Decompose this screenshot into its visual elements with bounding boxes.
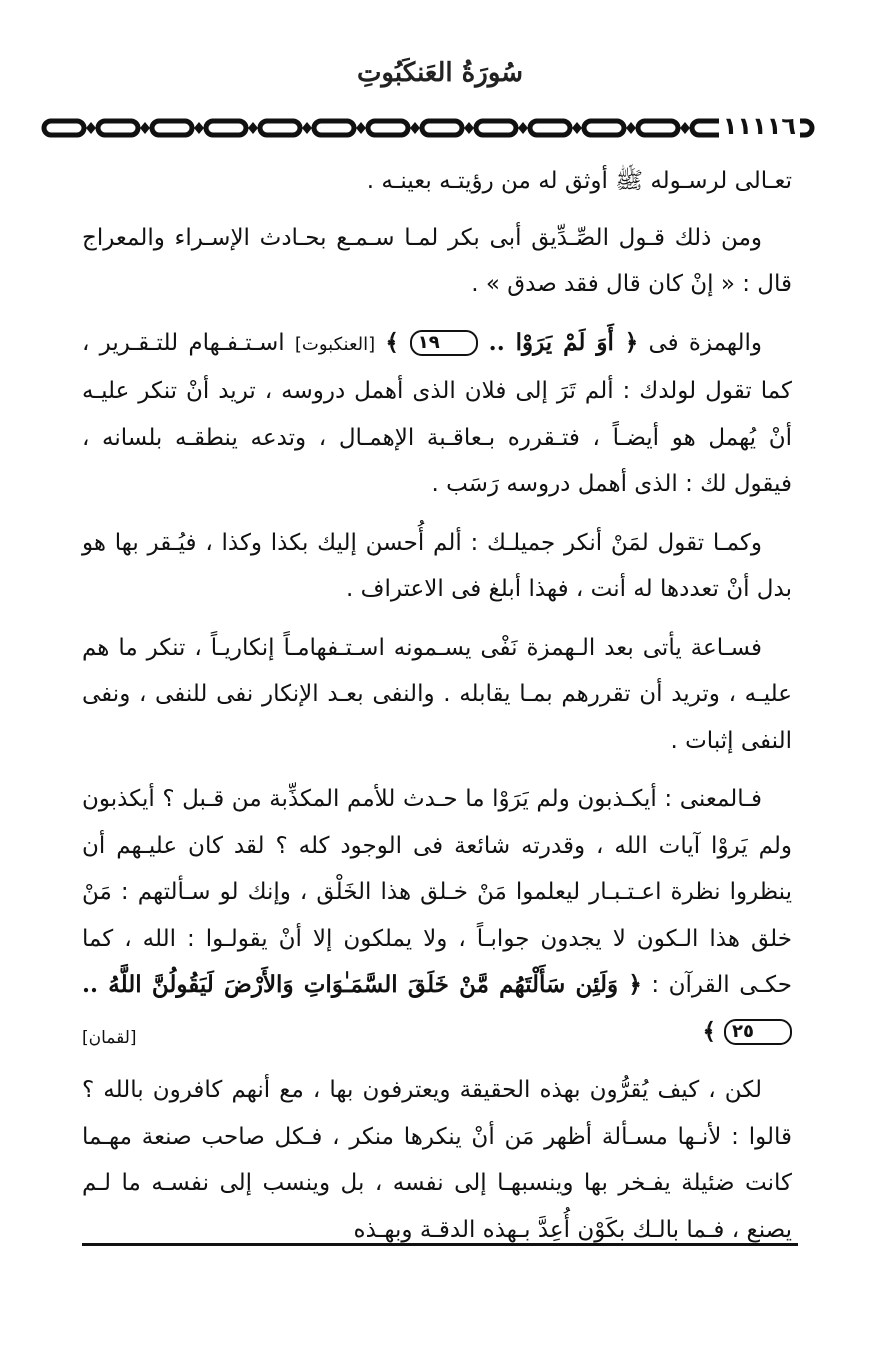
paragraph-3-lead: والهمزة فى [648, 329, 763, 356]
paragraph-5: فسـاعة يأتى بعد الـهمزة نَفْى يسـمونه اسـتـفهامـاً إنكاريـاً ، تنكر ما هم عليـه ، وتريد أن تقررهم بمـا يقابله . والنفى بعـد الإنكار نفى للنفى ، ونفى النفى إثبات . [82, 634, 792, 754]
paragraph-7: لكن ، كيف يُقرُّون بهذه الحقيقة ويعترفون بها ، مع أنهم كافرون بالله ؟ قالوا : لأنـها مسـألة أظهر مَن أنْ ينكرها منكر ، فـكل صاحب صنعة مهـما كانت ضئيلة يفـخر بها وينسبهـا إلى نفسه ، بل وينسب إلى نفسـه ما لـم يصنع ، فـما بالـك بكَوْن أُعِدَّ بـهذه الدقـة وبهـذه [82, 1077, 792, 1243]
quran-quote-ankabut: ﴿ أَوَ لَمْ يَرَوْا .. [477, 328, 639, 356]
paragraph-3 [82, 320, 792, 508]
ayah-number-25: ٢٥ [724, 1019, 792, 1045]
quran-quote-close: ﴾ [385, 328, 410, 356]
chain-border-ornament [40, 113, 815, 143]
ayah-number-19: ١٩ [410, 330, 478, 356]
quran-quote-close-2: ﴾ [702, 1017, 725, 1045]
decorative-border [40, 113, 815, 143]
page-body [82, 158, 792, 1265]
footer-rule [82, 1243, 798, 1246]
quran-quote-luqman: ﴿ وَلَئِن سَأَلْتَهُم مَّنْ خَلَقَ السَّمَـٰوَاتِ وَالأَرْضَ لَيَقُولُنَّ اللَّهُ .. [82, 971, 642, 998]
paragraph-4: وكمـا تقول لمَنْ أنكر جميلـك : ألم أُحسن إليك بكذا وكذا ، فيُـقر بها هو بدل أنْ تعددها له أنت ، فهذا أبلغ فى الاعتراف . [82, 529, 792, 602]
surah-title: سُورَةُ العَنكَبُوتِ [356, 58, 524, 88]
paragraph-6-body: فـالمعنى : أيكـذبون ولم يَرَوْا ما حـدث للأمم المكذِّبة من قـبل ؟ أيكذبون ولم يَروْا آيات الله ، وقدرته شائعة فى الوجود كله ؟ لقد كان عليـهم أن ينظروا نظرة اعـتـبـار ليعلموا مَنْ خـلق هذا الخَلْق ، وإنك لو سـألتهم : مَنْ خلق هذا الـكون لا يجدون جوابـاً ، ولا يملكون إلا أنْ يقولـوا : الله ، كما حكـى القرآن : [82, 786, 793, 998]
surah-reference-luqman: [لقمان] [82, 1027, 137, 1048]
page-number: ١١١١٦ [719, 111, 800, 141]
paragraph-6 [82, 776, 792, 1055]
paragraph-1: تعـالى لرسـوله ﷺ أوثق له من رؤيتـه بعينـه . [366, 168, 792, 194]
surah-reference-ankabut: [العنكبوت] [294, 333, 376, 355]
paragraph-3-body: اسـتـفـهام للتـقـرير ، كما تقول لولدك : ألم تَرَ إلى فلان الذى أهمل دروسه ، تريد أنْ تنكر عليـه أنْ يُهمل هو أيضـاً ، فتـقرره بـعاقـبة الإهمـال ، وتدعه ينطقـه بلسانه ، فيقول لك : الذى أهمل دروسه رَسَب . [82, 329, 792, 497]
paragraph-2: ومن ذلك قـول الصِّـدِّيق أبى بكر لمـا سـمـع بحـادث الإسـراء والمعراج قال : « إنْ كان قال فقد صدق » . [82, 224, 792, 297]
